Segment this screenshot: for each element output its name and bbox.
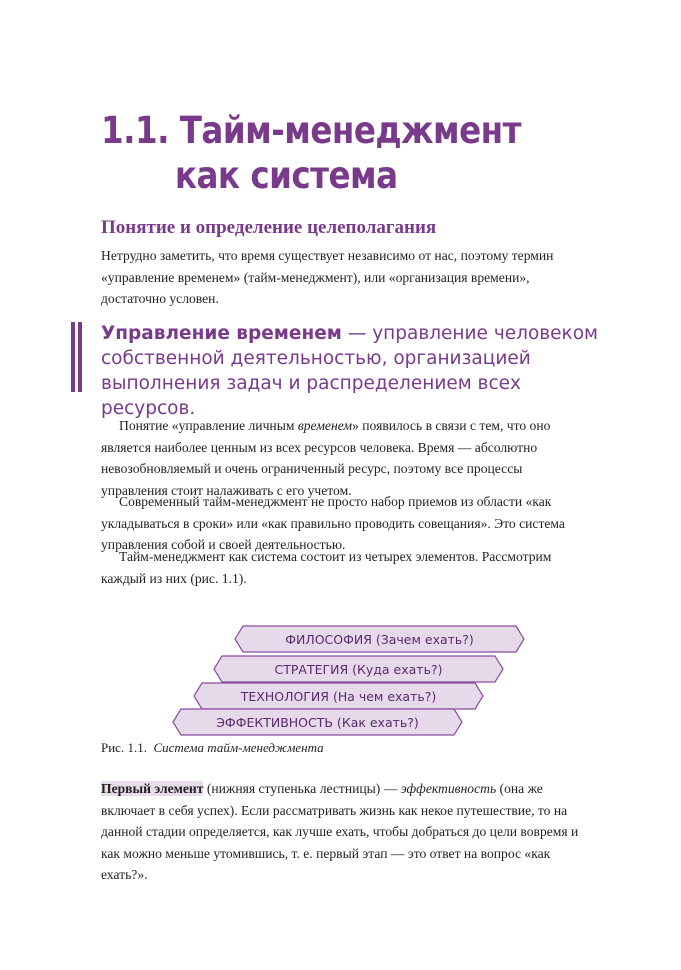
step-label: СТРАТЕГИЯ (Куда ехать?): [274, 661, 443, 677]
step-label: ФИЛОСОФИЯ (Зачем ехать?): [285, 631, 474, 647]
staircase-step-technology: [193, 682, 484, 710]
first-element-text-a: (нижняя ступенька лестницы) —: [203, 781, 401, 796]
quote-bar-icon: [71, 322, 83, 392]
step-label: ЭФФЕКТИВНОСТЬ (Как ехать?): [216, 714, 419, 730]
definition-callout: [101, 321, 621, 421]
figure-caption-text: Система тайм-менеджмента: [153, 740, 324, 755]
figure-caption: [101, 739, 324, 757]
chapter-title-line1: 1.1. Тайм-менеджмент: [101, 109, 521, 152]
step-label: ТЕХНОЛОГИЯ (На чем ехать?): [240, 688, 437, 704]
definition-text: — управление человеком собственной деятельностью, организацией выполнения задач и распределением всех ресурсов.: [101, 323, 599, 419]
section-title: Понятие и определение целеполагания: [101, 217, 437, 238]
figure-caption-label: Рис. 1.1.: [101, 740, 147, 755]
paragraph-3: Тайм-менеджмент как система состоит из четырех элементов. Рассмотрим каждый из них (рис. 1.1).: [101, 549, 552, 586]
paragraph-1-end: » появилось в связи с тем, что оно является наиболее ценным из всех ресурсов человека. Время — абсолютно невозобновляемый и очень ограниченный ресурс, поэтому все процессы управления стоит налаживать с его учетом.: [101, 418, 551, 498]
chapter-title-line2: как система: [174, 154, 398, 197]
staircase-step-efficiency: [172, 708, 463, 736]
staircase-step-philosophy: [234, 625, 525, 653]
paragraph-1: [101, 415, 589, 501]
first-element-paragraph: [101, 778, 589, 886]
chapter-title: [101, 108, 521, 198]
first-element-text-b: (она же включает в себя успех). Если рассматривать жизнь как некое путешествие, то на данной стадии определяется, как лучше ехать, чтобы добраться до цели вовремя и как можно меньше утомившись, т. е. первый этап — это ответ на вопрос «как ехать?».: [101, 781, 579, 882]
paragraph-2: Современный тайм-менеджмент не просто набор приемов из области «как укладываться в сроки» или «как правильно проводить совещания». Это система управления собой и своей деятельностью.: [101, 494, 565, 552]
intro-paragraph: Нетрудно заметить, что время существует независимо от нас, поэтому термин «управление временем» (тайм-менеджмент), или «организация времени», достаточно условен.: [101, 248, 554, 306]
definition-term: Управление временем: [101, 323, 342, 344]
paragraph-1-emphasis: временем: [297, 418, 353, 433]
first-element-emphasis: эффективность: [400, 781, 497, 796]
first-element-highlight: Первый элемент: [101, 781, 204, 796]
paragraph-1-start: Понятие «управление личным: [119, 418, 298, 433]
staircase-step-strategy: [213, 655, 504, 683]
